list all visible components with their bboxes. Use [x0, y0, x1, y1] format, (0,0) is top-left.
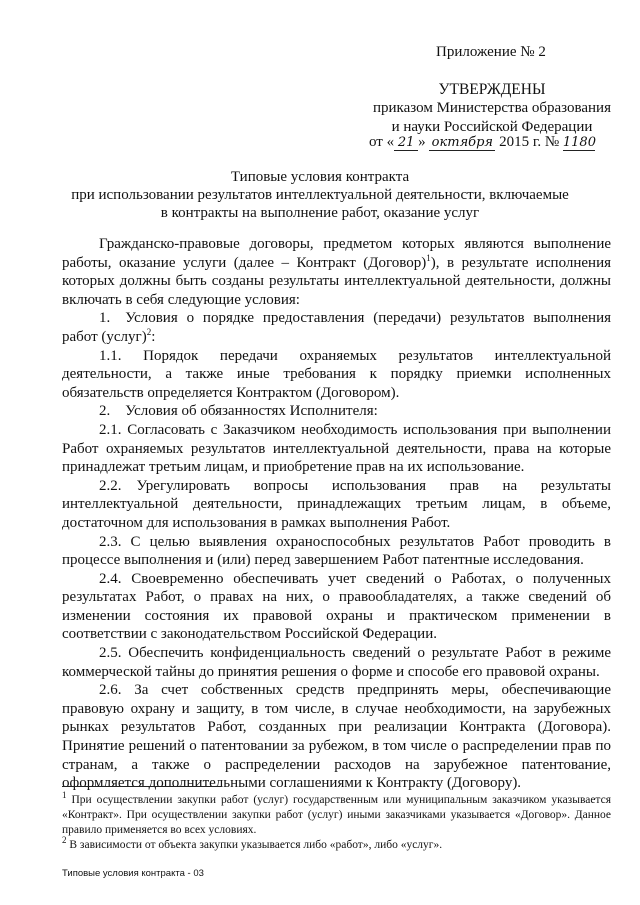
title-line-1: Типовые условия контракта	[230, 169, 410, 185]
footnote-2	[62, 835, 611, 853]
appendix-label: Приложение № 2	[436, 44, 546, 60]
clause-2-2: 2.2. Урегулировать вопросы использования прав на результаты интеллектуальной деятельности, принадлежащих третьим лицам, в объеме, достаточном для использования в рамках выполнения Работ.	[62, 477, 611, 531]
footnote-ref-2: 2	[146, 326, 152, 337]
approved-line-2: и науки Российской Федерации	[391, 119, 593, 135]
date-day-handwritten: 21	[394, 136, 418, 151]
clause-2-4: 2.4. Своевременно обеспечивать учет сведений о Работах, о полученных результатах Работ, о правах на них, о правообладателях, а также сведений об изменении состояния их правовой охраны и практическом применении в соответствии с законодательством Российской Федерации.	[62, 570, 611, 643]
intro-paragraph	[62, 235, 611, 309]
clause-2-3: 2.3. С целью выявления охраноспособных результатов Работ проводить в процессе выполнения и (или) перед завершением Работ патентные исследования.	[62, 533, 611, 569]
date-month-handwritten: октября	[429, 136, 495, 151]
title-line-2: при использовании результатов интеллектуальной деятельности, включаемые	[71, 187, 569, 203]
date-prefix: от «	[369, 134, 395, 150]
title-line-3: в контракты на выполнение работ, оказание услуг	[160, 205, 480, 221]
page-footer: Типовые условия контракта - 03	[62, 868, 204, 879]
footnote-1	[62, 790, 611, 838]
clause-1-1: 1.1. Порядок передачи охраняемых результатов интеллектуальной деятельности, а также иные требования к порядку приемки исполненных обязательств определяется Контрактом (Договором).	[62, 347, 611, 401]
intro-text-a: Гражданско-правовые договоры, предметом которых являются выполнение работы, оказание услуги (далее – Контракт (Договор)	[62, 236, 611, 271]
clause-2-6: 2.6. За счет собственных средств предпринять меры, обеспечивающие правовую охрану и защиту, в том числе, в случае необходимости, на зарубежных рынках результатов Работ, созданных при реализации Контракта (Договора). Принятие решений о патентовании за рубежом, в том числе о распределении прав по странам, а также о распределении расходов на зарубежное патентование, оформляется дополнительными соглашениями к Контракту (Договору).	[62, 682, 611, 792]
footnote-ref-1: 1	[426, 252, 431, 263]
approved-title: УТВЕРЖДЕНЫ	[438, 81, 546, 98]
footnote-1-text: При осуществлении закупки работ (услуг) государственным или муниципальным заказчиком указывается «Контракт». При осуществлении закупки работ (услуг) иными заказчиками указывается «Договор». Данное правило применяется во всех условиях.	[62, 794, 611, 836]
footnote-divider	[62, 786, 222, 787]
section-1-text: 1. Условия о порядке предоставления (передачи) результатов выполнения работ (услуг)	[62, 310, 611, 345]
document-title	[40, 168, 600, 222]
clause-2-5: 2.5. Обеспечить конфиденциальность сведений о результате Работ в режиме коммерческой тайны до принятия решения о форме и способе его правовой охраны.	[62, 645, 611, 680]
section-1-heading	[62, 309, 611, 346]
section-1-colon: :	[151, 328, 156, 345]
date-mid: »	[418, 134, 426, 150]
order-number-handwritten: 1180	[562, 135, 596, 150]
footnote-1-mark: 1	[62, 790, 67, 801]
intro-text-b: ), в результате исполнения которых должны быть созданы результаты интеллектуальной деятельности, должны включать в себя следующие условия:	[62, 254, 612, 308]
section-2-heading: 2. Условия об обязанностях Исполнителя:	[99, 403, 378, 420]
order-date-line	[369, 134, 595, 151]
approval-block	[367, 80, 617, 137]
approved-line-1: приказом Министерства образования	[373, 100, 611, 116]
footnote-2-text: В зависимости от объекта закупки указывается либо «работ», либо «услуг».	[66, 839, 443, 851]
footnotes	[62, 790, 611, 853]
footnote-2-mark: 2	[62, 835, 67, 846]
document-body	[62, 235, 611, 793]
date-year: 2015 г. №	[499, 134, 560, 150]
clause-2-1: 2.1. Согласовать с Заказчиком необходимость использования при выполнении Работ охраняемых результатов интеллектуальной деятельности, права на которые принадлежат третьим лицам, и приобретение прав на их использование.	[62, 421, 611, 476]
